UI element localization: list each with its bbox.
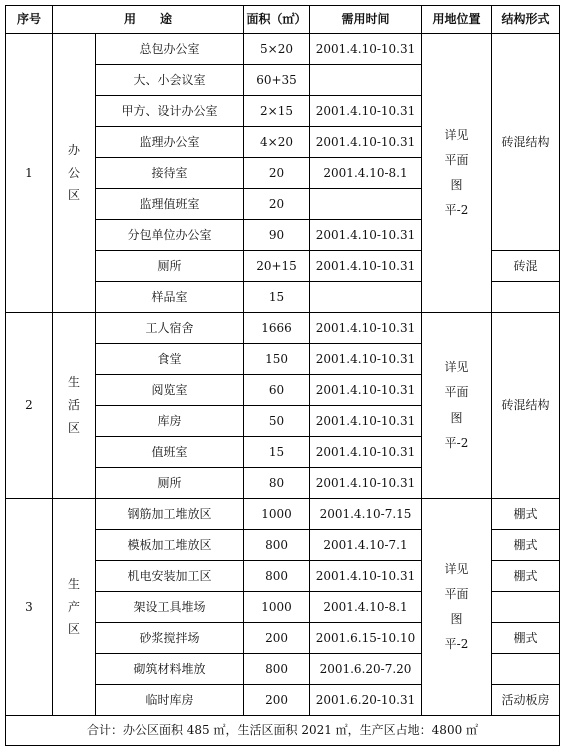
cell-area: 800 [244,561,310,592]
cell-time: 2001.4.10-8.1 [310,158,422,189]
table-row [6,34,560,65]
cell-use: 接待室 [96,158,244,189]
cell-area: 150 [244,344,310,375]
cell-use: 砌筑材料堆放 [96,654,244,685]
group-zone [53,313,96,499]
cell-area: 1000 [244,592,310,623]
header-location: 用地位置 [422,6,492,34]
location-line: 详见 [444,360,469,375]
cell-use: 架设工具堆场 [96,592,244,623]
cell-time: 2001.6.15-10.10 [310,623,422,654]
group-seq: 1 [6,34,53,313]
summary-cell [6,716,560,746]
cell-use: 厕所 [96,468,244,499]
cell-time: 2001.4.10-10.31 [310,96,422,127]
cell-use: 总包办公室 [96,34,244,65]
cell-structure: 砖混结构 [492,34,560,251]
cell-time: 2001.4.10-10.31 [310,251,422,282]
cell-area: 1000 [244,499,310,530]
zone-char: 区 [67,622,80,637]
zone-char: 公 [67,165,80,180]
cell-area: 50 [244,406,310,437]
location-line: 图 [450,410,463,425]
zone-char: 办 [67,142,80,157]
cell-use: 库房 [96,406,244,437]
cell-time: 2001.4.10-10.31 [310,406,422,437]
table-row [6,313,560,344]
cell-time: 2001.4.10-10.31 [310,344,422,375]
location-line: 详见 [444,127,469,142]
cell-time: 2001.4.10-7.15 [310,499,422,530]
zone-char: 产 [67,599,80,614]
location-line: 详见 [444,561,469,576]
cell-time: 2001.4.10-7.1 [310,530,422,561]
cell-use: 监理值班室 [96,189,244,220]
cell-time [310,282,422,313]
zone-char: 区 [67,188,80,203]
cell-use: 值班室 [96,437,244,468]
header-use: 用 途 [53,6,244,34]
cell-use: 钢筋加工堆放区 [96,499,244,530]
cell-area: 200 [244,623,310,654]
cell-use: 监理办公室 [96,127,244,158]
cell-use: 样品室 [96,282,244,313]
cell-use: 临时库房 [96,685,244,716]
header-area: 面积（㎡） [244,6,310,34]
cell-area: 200 [244,685,310,716]
table-row [6,499,560,530]
cell-time: 2001.4.10-10.31 [310,127,422,158]
location-line: 平面 [444,586,469,601]
cell-structure: 砖混结构 [492,313,560,499]
cell-time: 2001.6.20-7.20 [310,654,422,685]
cell-area: 4×20 [244,127,310,158]
cell-structure [492,592,560,623]
cell-structure: 砖混 [492,251,560,282]
cell-time [310,65,422,96]
cell-time: 2001.4.10-10.31 [310,437,422,468]
temporary-facilities-table [5,5,560,746]
cell-use: 模板加工堆放区 [96,530,244,561]
header-seq: 序号 [6,6,53,34]
summary-row [6,716,560,746]
cell-use: 厕所 [96,251,244,282]
cell-structure [492,282,560,313]
cell-time: 2001.4.10-10.31 [310,468,422,499]
group-location [422,499,492,716]
cell-area: 800 [244,530,310,561]
cell-time: 2001.4.10-8.1 [310,592,422,623]
zone-char: 活 [67,398,80,413]
cell-use: 砂浆搅拌场 [96,623,244,654]
cell-area: 15 [244,282,310,313]
cell-area: 60 [244,375,310,406]
location-line: 平面 [444,152,469,167]
location-line: 图 [450,178,463,192]
group-seq: 3 [6,499,53,716]
summary-text: 合计：办公区面积 485 ㎡，生活区面积 2021 ㎡，生产区占地：4800 ㎡ [86,723,479,738]
group-seq: 2 [6,313,53,499]
header-structure: 结构形式 [492,6,560,34]
header-row [6,6,560,34]
cell-use: 工人宿舍 [96,313,244,344]
location-line: 平-2 [444,203,469,218]
cell-area: 800 [244,654,310,685]
location-line: 平-2 [444,637,469,652]
group-zone [53,499,96,716]
cell-area: 20 [244,158,310,189]
group-zone [53,34,96,313]
cell-use: 食堂 [96,344,244,375]
cell-area: 90 [244,220,310,251]
cell-time: 2001.4.10-10.31 [310,220,422,251]
cell-time: 2001.4.10-10.31 [310,313,422,344]
cell-structure: 活动板房 [492,685,560,716]
cell-structure [492,654,560,685]
cell-area: 15 [244,437,310,468]
header-time: 需用时间 [310,6,422,34]
cell-time: 2001.4.10-10.31 [310,561,422,592]
location-line: 图 [450,612,463,626]
cell-structure: 棚式 [492,561,560,592]
location-line: 平-2 [444,435,469,450]
group-location [422,34,492,313]
zone-char: 区 [67,420,80,435]
cell-area: 60+35 [244,65,310,96]
cell-area: 2×15 [244,96,310,127]
cell-area: 80 [244,468,310,499]
cell-use: 机电安装加工区 [96,561,244,592]
cell-area: 5×20 [244,34,310,65]
cell-area: 20+15 [244,251,310,282]
cell-use: 分包单位办公室 [96,220,244,251]
cell-area: 1666 [244,313,310,344]
cell-structure: 棚式 [492,499,560,530]
cell-use: 阅览室 [96,375,244,406]
cell-use: 甲方、设计办公室 [96,96,244,127]
location-line: 平面 [444,385,469,400]
cell-time [310,189,422,220]
zone-char: 生 [67,375,80,390]
cell-structure: 棚式 [492,530,560,561]
cell-use: 大、小会议室 [96,65,244,96]
cell-structure: 棚式 [492,623,560,654]
group-location [422,313,492,499]
cell-time: 2001.4.10-10.31 [310,375,422,406]
cell-time: 2001.6.20-10.31 [310,685,422,716]
zone-char: 生 [67,576,80,591]
cell-area: 20 [244,189,310,220]
cell-time: 2001.4.10-10.31 [310,34,422,65]
